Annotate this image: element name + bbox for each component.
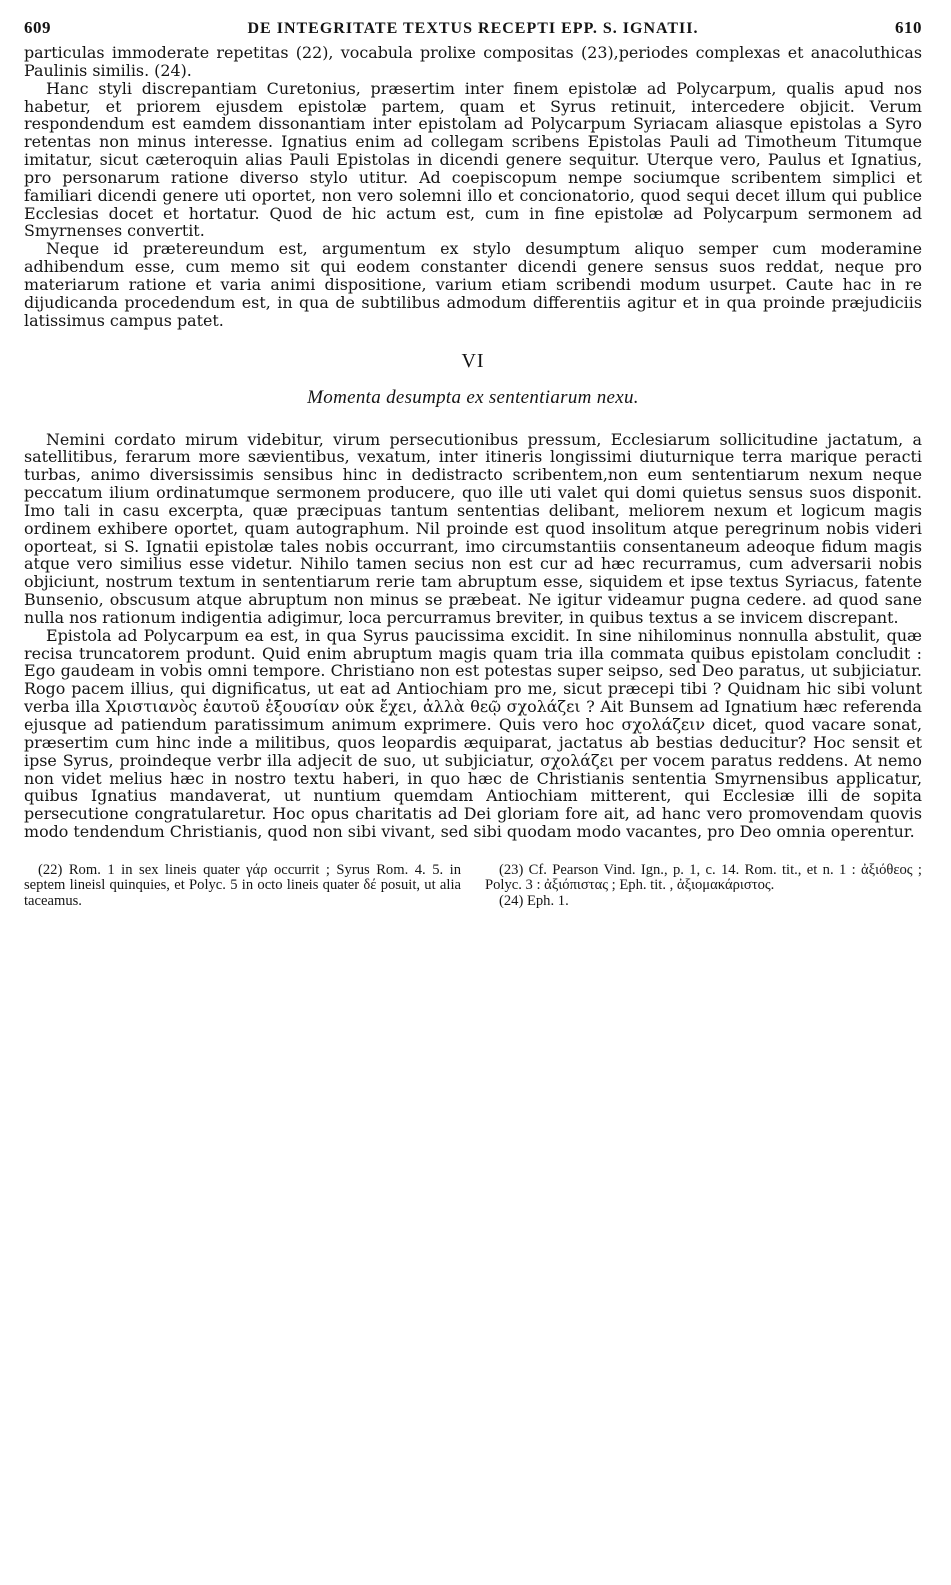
- paragraph: Epistola ad Polycarpum ea est, in qua Syrus paucissima excidit. In sine nihilominus nonnulla abstulit, quæ recisa truncatorem produnt. Quid enim abruptum magis quam tria illa commata quibus epistolam concludit : Ego gaudeam in vobis omni tempore. Christiano non est potestas super seipso, sed Deo paratus, ut subjiciatur. Rogo pacem illius, qui dignificatus, ut eat ad Antiochiam pro me, sicut præcepi tibi ? Quidnam hic sibi volunt verba illa Χριστιανὸς ἑαυτοῦ ἐξουσίαν οὐκ ἔχει, ἀλλὰ θεῷ σχολάζει ? Ait Bunsem ad Ignatium hæc referenda ejusque ad patiendum paratissimum animum exprimere. Quis vero hoc σχολάζειν dicet, quod vacare sonat, præsertim cum hinc inde a militibus, quos leopardis æquiparat, jactatus ab bestias deducitur? Hoc sensit et ipse Syrus, proindeque verbr illa adjecit de suo, ut subjiciatur, σχολάζει per vocem paratus reddens. At nemo non videt melius hæc in nostro textu haberi, in quo hæc de Christianis sententia Smyrnensibus applicatur, quibus Ignatius mandaverat, ut nuntium quemdam Antiochiam mitterent, qui Ecclesiæ illi de sopita persecutione congratularetur. Hoc opus charitatis ad Dei gloriam fore ait, ad hanc vero promovendam quovis modo tendendum Christianis, quod non sibi vivant, sed sibi quodam modo vacantes, pro Deo omnia operentur.: [24, 625, 922, 842]
- running-title: DE INTEGRITATE TEXTUS RECEPTI EPP. S. IGNATII.: [247, 20, 699, 37]
- body-text-top: [24, 44, 922, 330]
- footnote-24: (24) Eph. 1.: [499, 892, 569, 909]
- footnotes-right-column: [485, 863, 922, 909]
- page-number-right: 610: [895, 18, 922, 37]
- paragraph: Hanc styli discrepantiam Curetonius, præsertim inter finem epistolæ ad Polycarpum, qualis apud nos habetur, et priorem ejusdem epistolæ partem, quam et Syrus retinuit, intercedere objicit. Verum respondendum est eamdem dissonantiam inter epistolam ad Polycarpum Syriacam aliasque epistolas a Syro retentas non minus interesse. Ignatius enim ad collegam scribens Epistolas Pauli ad Timotheum Titumque imitatur, sicut cæteroquin alias Pauli Epistolas in dicendi genere sequitur. Uterque vero, Paulus et Ignatius, pro personarum ratione diverso stylo utitur. Ad coepiscopum nempe sociumque scribentem simplici et familiari dicendi genere uti oportet, non vero solemni illo et concionatorio, quod sequi decet illum qui publice Ecclesias docet et hortatur. Quod de hic actum est, cum in fine epistolæ ad Polycarpum sermonem ad Smyrnenses convertit.: [24, 78, 922, 241]
- paragraph: particulas immoderate repetitas (22), vocabula prolixe compositas (23),periodes complexas et anacoluthicas Paulinis similis. (24).: [24, 43, 922, 80]
- section-number: VI: [461, 349, 485, 372]
- page: [24, 18, 922, 909]
- body-text-section: [24, 431, 922, 841]
- footnotes-left-column: [24, 863, 461, 909]
- footnote-22: (22) Rom. 1 in sex lineis quater γάρ occurrit ; Syrus Rom. 4. 5. in septem lineisl quinquies, et Polyc. 5 in octo lineis quater δέ posuit, ut alia taceamus.: [24, 861, 461, 909]
- footnotes: [24, 863, 922, 909]
- footnote-23: (23) Cf. Pearson Vind. Ign., p. 1, c. 14. Rom. tit., et n. 1 : ἀξιόθεος ; Polyc. 3 : ἀξιόπιστας ; Eph. tit. , ἀξιομακάριστος.: [485, 861, 922, 894]
- paragraph: Nemini cordato mirum videbitur, virum persecutionibus pressum, Ecclesiarum sollicitudine jactatum, a satellitibus, ferarum more sævientibus, vexatum, inter itineris longissimi diuturnique terra marique peracti turbas, animo diversissimis sensibus hinc in dedistracto scribentem,non eum sententiarum nexum neque peccatum ilium ordinatumque sermonem producere, quo ille uti valet qui domi quietus sensus suos disponit. Imo tali in casu excerpta, quæ præcipuas tantum sententias delibant, meliorem nexum et logicum magis ordinem exhibere oportet, quam autographum. Nil proinde est quod insolitum atque peregrinum nobis videri oporteat, si S. Ignatii epistolæ tales nobis occurrant, imo circumstantiis consentaneum adeoque fidum magis atque vero similius esse videtur. Nihilo tamen secius non est cur ad hæc recurramus, cum adversarii nobis objiciunt, nostrum textum in sententiarum rerie tam abruptum esse, siquidem et ipse textus Syriacus, fatente Bunsenio, obscusum atque abruptum non minus se præbeat. Ne igitur videamur pugna cedere. ad quod sane nulla nos rationum indigentia adigimur, loca percurramus breviter, in quibus textus a se invicem discrepant.: [24, 429, 922, 627]
- page-number-left: 609: [24, 18, 51, 37]
- section-title: Momenta desumpta ex sententiarum nexu.: [307, 386, 639, 408]
- running-head: [24, 18, 922, 38]
- paragraph: Neque id prætereundum est, argumentum ex stylo desumptum aliquo semper cum moderamine adhibendum esse, cum memo sit qui eodem constanter dicendi genere sensus suos reddat, neque pro materiarum ratione et varia animi dispositione, varium etiam scribendi modum usurpet. Caute hac in re dijudicanda procedendum est, in qua de subtilibus admodum differentiis agitur et in qua proinde præjudiciis latissimus campus patet.: [24, 239, 922, 330]
